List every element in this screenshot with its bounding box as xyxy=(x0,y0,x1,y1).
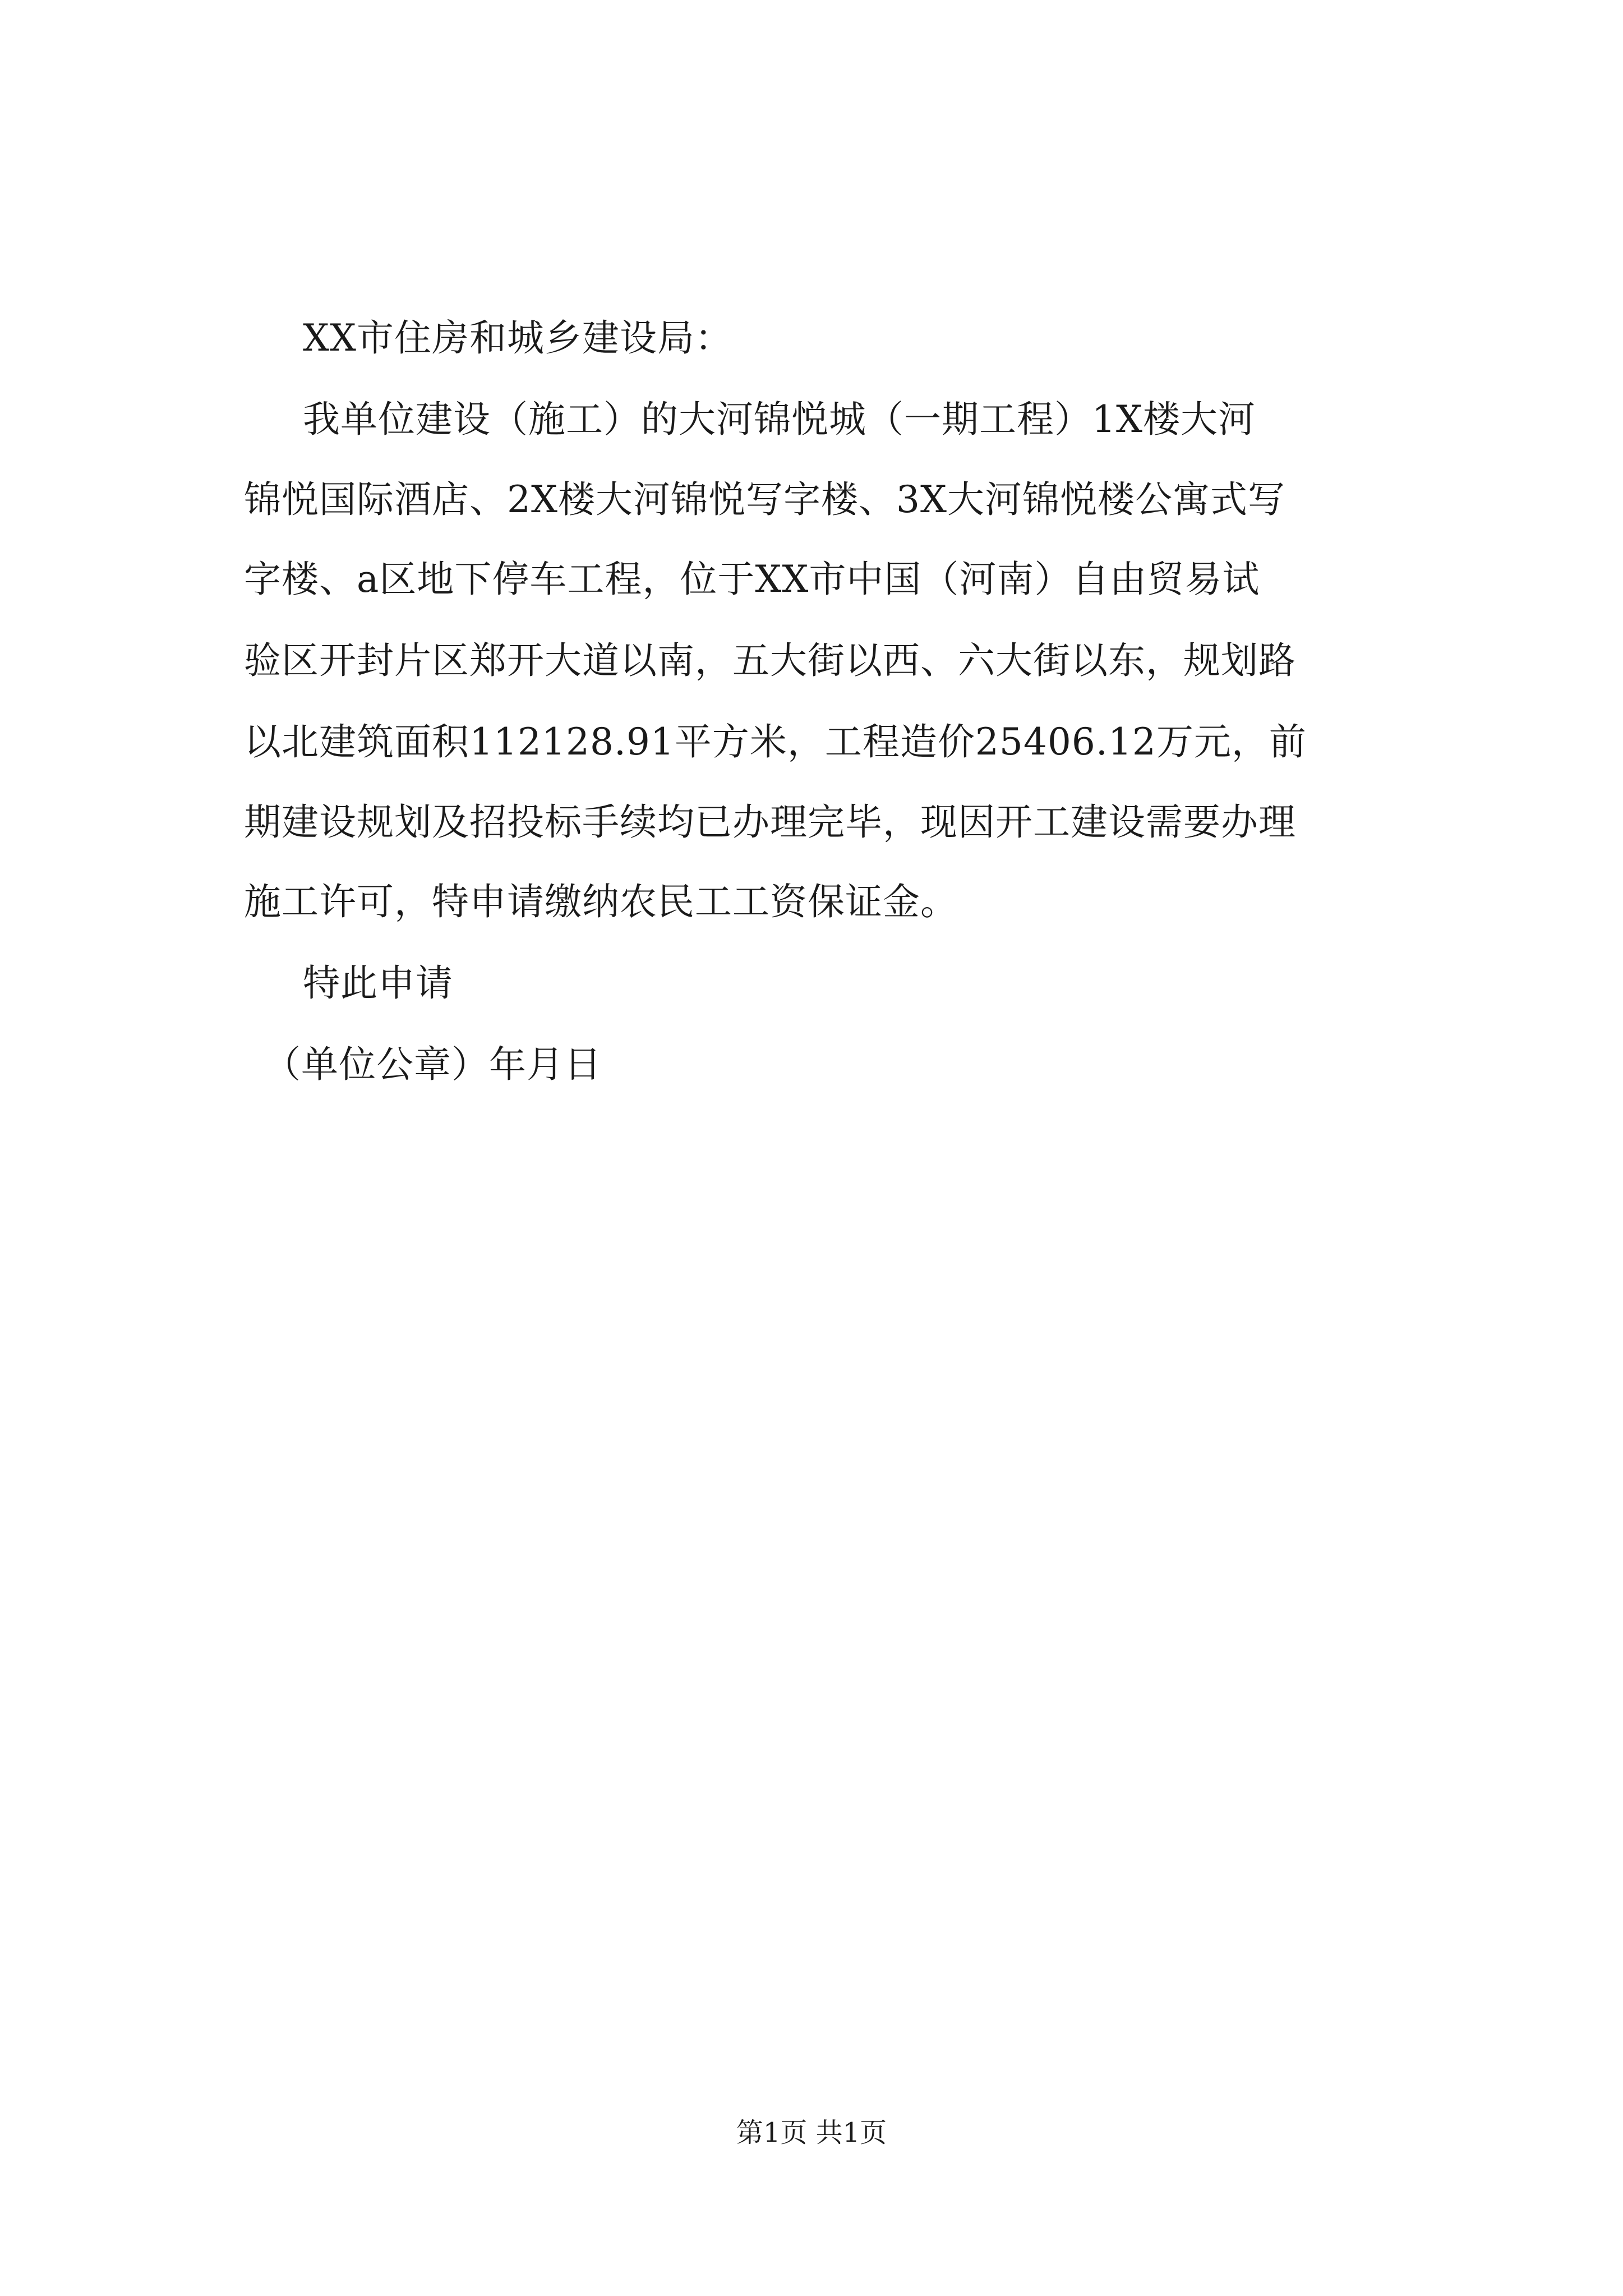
body-line: 期建设规划及招投标手续均已办理完毕，现因开工建设需要办理 xyxy=(244,800,1296,844)
body-line: 字楼、a区地下停车工程，位于XX市中国（河南）自由贸易试 xyxy=(244,558,1260,601)
closing-text: 特此申请 xyxy=(303,961,453,1005)
signature-line: （单位公章）年月日 xyxy=(264,1043,602,1086)
salutation: XX市住房和城乡建设局： xyxy=(303,316,732,360)
page-number: 第1页 共1页 xyxy=(736,2117,887,2148)
body-line: 以北建筑面积112128.91平方米，工程造价25406.12万元，前 xyxy=(244,720,1307,763)
body-line: 锦悦国际酒店、2X楼大河锦悦写字楼、3X大河锦悦楼公寓式写 xyxy=(244,478,1285,521)
body-line: 验区开封片区郑开大道以南，五大街以西、六大街以东，规划路 xyxy=(244,639,1296,682)
body-line: 我单位建设（施工）的大河锦悦城（一期工程）1X楼大河 xyxy=(303,398,1256,441)
body-line: 施工许可，特申请缴纳农民工工资保证金。 xyxy=(244,880,958,923)
